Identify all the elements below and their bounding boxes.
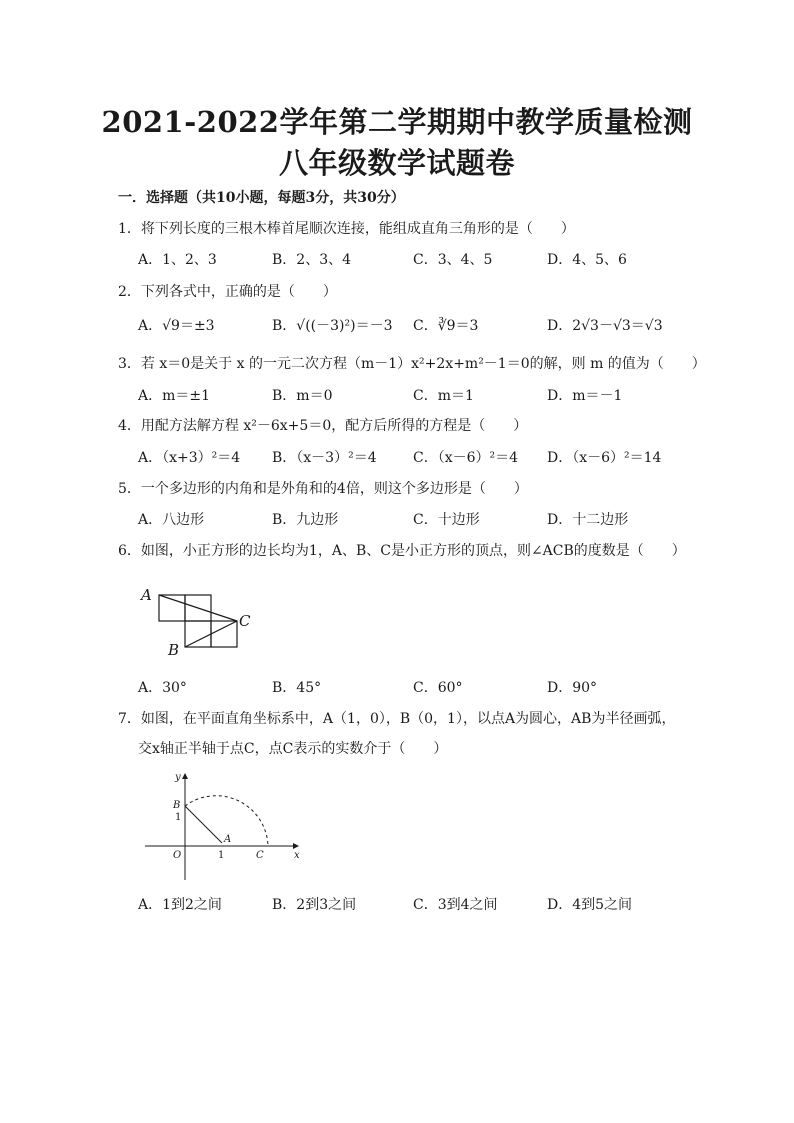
option-d[interactable]: D．90° — [547, 680, 598, 696]
question-2 — [118, 281, 337, 301]
option-c[interactable]: C．3到4之间 — [413, 897, 498, 913]
option-c[interactable]: C．十边形 — [413, 512, 480, 528]
question-number: 5． — [118, 481, 141, 497]
question-number: 7． — [118, 711, 141, 727]
y-tick-1-label: 1 — [175, 812, 182, 823]
question-stem: 将下列长度的三根木棒首尾顺次连接，能组成直角三角形的是（ ） — [140, 221, 575, 237]
exam-subtitle: 八年级数学试题卷 — [278, 146, 515, 180]
option-c[interactable]: C．（x－6）²＝4 — [413, 450, 519, 466]
option-a[interactable]: A．（x+3）²＝4 — [138, 450, 241, 466]
option-d[interactable]: D．m＝－1 — [547, 388, 623, 404]
question-5 — [118, 478, 528, 498]
question-3 — [118, 353, 706, 373]
option-a[interactable]: A．30° — [138, 680, 187, 696]
point-a-label: A — [141, 586, 152, 604]
option-b[interactable]: B．2、3、4 — [272, 252, 352, 268]
point-b-label: B — [168, 641, 180, 658]
option-d[interactable]: D．2√3－√3＝√3 — [547, 318, 663, 334]
exam-title: 2021-2022学年第二学期期中教学质量检测 — [101, 105, 693, 139]
question-stem: 如图，小正方形的边长均为1，A、B、C是小正方形的顶点，则∠ACB的度数是（ ） — [140, 543, 686, 559]
question-stem: 下列各式中，正确的是（ ） — [140, 284, 337, 300]
question-7-line2: 交x轴正半轴于点C，点C表示的实数介于（ ） — [138, 741, 448, 757]
question-number: 2． — [118, 284, 141, 300]
option-d[interactable]: D．4到5之间 — [547, 897, 633, 913]
y-axis-label: y — [175, 772, 181, 783]
question-number: 1． — [118, 221, 141, 237]
option-b[interactable]: B．（x－3）²＝4 — [272, 450, 377, 466]
section-heading: 一．选择题（共10小题，每题3分，共30分） — [118, 190, 405, 206]
point-c-label: C — [256, 850, 264, 861]
x-tick-1-label: 1 — [218, 850, 225, 861]
option-a[interactable]: A．√9＝±3 — [138, 318, 215, 334]
coordinate-figure — [140, 770, 310, 885]
option-c[interactable]: C．3、4、5 — [413, 252, 493, 268]
option-c[interactable]: C．∛9＝3 — [413, 318, 479, 334]
point-c-label: C — [239, 612, 251, 630]
option-b[interactable]: B．√((－3)²)＝－3 — [272, 318, 393, 334]
option-d[interactable]: D．（x－6）²＝14 — [547, 450, 662, 466]
option-a[interactable]: A．m＝±1 — [138, 388, 211, 404]
question-number: 4． — [118, 418, 141, 434]
origin-label: O — [173, 850, 182, 861]
question-4 — [118, 415, 527, 435]
option-b[interactable]: B．九边形 — [272, 512, 339, 528]
x-axis-label: x — [294, 850, 300, 861]
option-c[interactable]: C．60° — [413, 680, 463, 696]
question-number: 6． — [118, 543, 141, 559]
option-a[interactable]: A．八边形 — [138, 512, 205, 528]
option-b[interactable]: B．m＝0 — [272, 388, 333, 404]
square-grid-figure — [135, 583, 265, 658]
question-1 — [118, 218, 575, 238]
question-7 — [118, 708, 675, 728]
question-stem: 用配方法解方程 x²－6x+5＝0，配方后所得的方程是（ ） — [140, 418, 528, 434]
point-b-label: B — [173, 800, 181, 811]
option-d[interactable]: D．十二边形 — [547, 512, 629, 528]
option-a[interactable]: A．1、2、3 — [138, 252, 217, 268]
question-stem-line1: 如图，在平面直角坐标系中，A（1，0），B（0，1），以点A为圆心，AB为半径画弧， — [140, 711, 676, 727]
option-a[interactable]: A．1到2之间 — [138, 897, 222, 913]
question-number: 3． — [118, 356, 141, 372]
point-a-label: A — [224, 834, 232, 845]
question-stem: 若 x＝0是关于 x 的一元二次方程（m－1）x²+2x+m²－1＝0的解，则 m 的值为（ ） — [140, 356, 706, 372]
option-b[interactable]: B．45° — [272, 680, 322, 696]
question-stem: 一个多边形的内角和是外角和的4倍，则这个多边形是（ ） — [140, 481, 528, 497]
option-c[interactable]: C．m＝1 — [413, 388, 474, 404]
option-d[interactable]: D．4、5、6 — [547, 252, 627, 268]
question-6 — [118, 540, 686, 560]
option-b[interactable]: B．2到3之间 — [272, 897, 357, 913]
